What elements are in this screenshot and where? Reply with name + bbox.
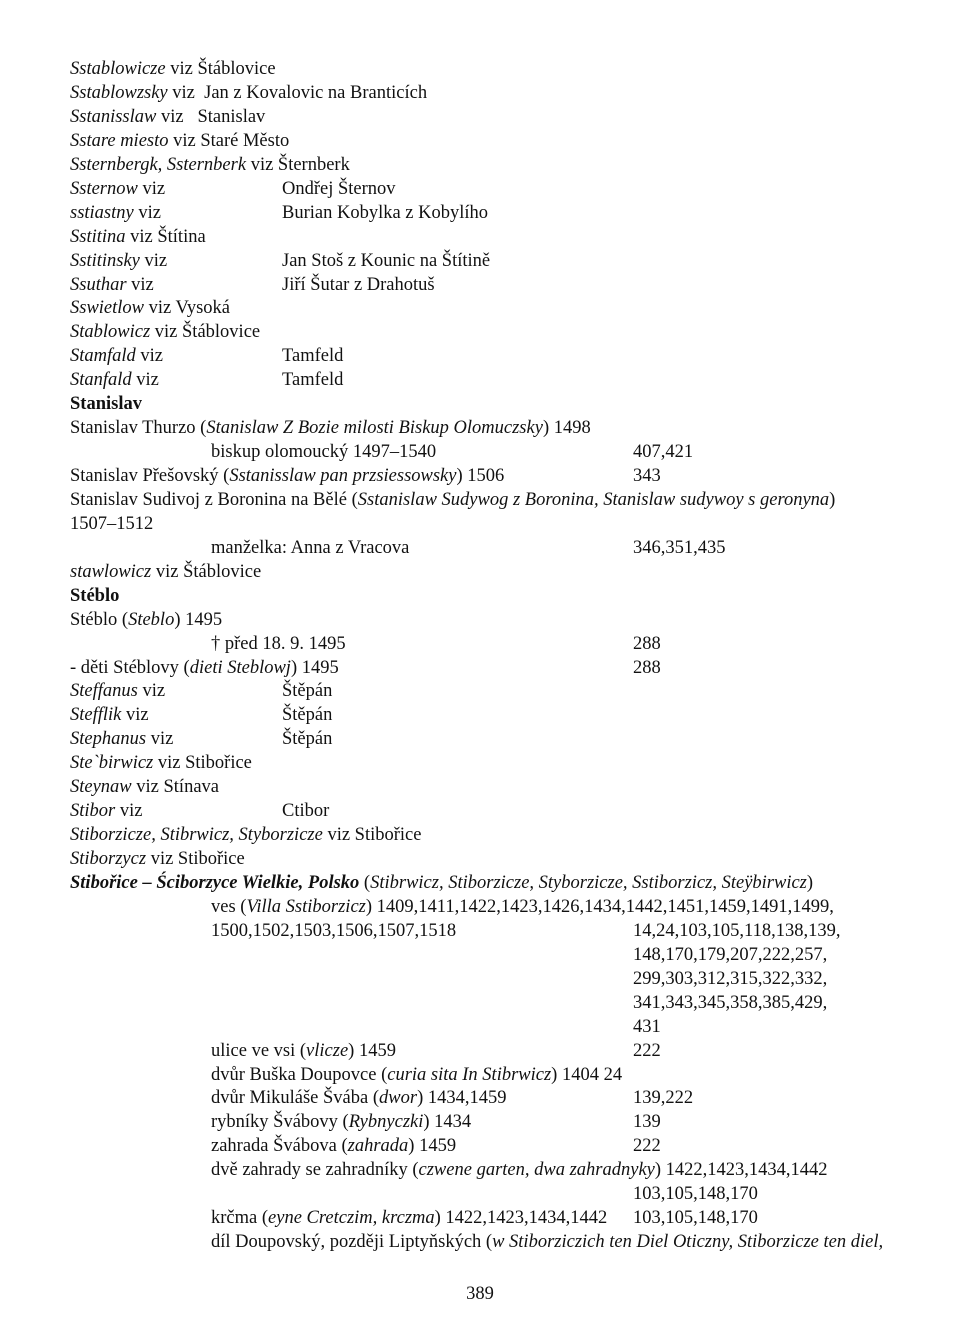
index-line xyxy=(70,320,910,344)
page-references xyxy=(633,991,827,1015)
term-italic: Steblo xyxy=(128,609,175,630)
term-italic: Stiborzicze, Stibrwicz, Styborzicze xyxy=(70,825,323,846)
entry-text: 1507–1512 xyxy=(70,513,154,534)
entry-text: viz xyxy=(135,346,164,367)
term-italic: Stanfald xyxy=(70,370,132,391)
entry-text: dvě zahrady se zahradníky ( xyxy=(211,1160,419,1181)
page-references xyxy=(633,1110,661,1134)
index-line xyxy=(70,296,910,320)
index-line xyxy=(70,105,910,129)
index-line xyxy=(70,679,910,703)
index-line xyxy=(70,1134,910,1158)
sub-entry xyxy=(211,632,346,656)
index-line xyxy=(70,368,910,392)
index-line xyxy=(70,895,910,919)
page-references xyxy=(633,967,827,991)
sub-entry xyxy=(211,440,436,464)
index-line xyxy=(70,249,910,273)
entry-text: dvůr Buška Doupovce ( xyxy=(211,1064,388,1085)
entry-text: viz Stibořice xyxy=(322,825,422,846)
page-references xyxy=(633,656,661,680)
entry-text: viz Štáblovice xyxy=(165,59,276,79)
cross-reference: Ctibor xyxy=(282,801,330,822)
index-line xyxy=(70,1110,910,1134)
entry-text: 288 xyxy=(633,657,661,678)
term-italic: Sstanisslaw xyxy=(70,106,157,127)
index-line xyxy=(70,273,910,297)
index-line xyxy=(70,1086,910,1110)
entry-text: 139 xyxy=(633,1112,661,1133)
page-references xyxy=(633,1206,758,1230)
term-italic: sstiastny xyxy=(70,202,134,223)
index-line xyxy=(70,847,910,871)
entry-text: 288 xyxy=(633,633,661,654)
entry-text: rybníky Švábovy ( xyxy=(211,1112,349,1133)
index-line xyxy=(70,632,910,656)
page-references xyxy=(633,1015,661,1039)
index-line xyxy=(70,464,910,488)
index-line xyxy=(70,488,910,512)
entry-text: viz Jan z Kovalovic na Branticích xyxy=(167,82,428,103)
index-line xyxy=(70,1206,910,1230)
entry-text: 407,421 xyxy=(633,442,694,462)
page-references xyxy=(633,1134,661,1158)
entry-text: Stanislav Thurzo ( xyxy=(70,418,207,439)
entry-text: ) 1495 xyxy=(290,657,339,678)
entry-text: ) xyxy=(806,873,814,893)
index-line xyxy=(70,201,910,225)
sub-entry xyxy=(211,895,834,919)
entry-text: 222 xyxy=(633,1040,661,1061)
term-italic: Stanislaw Z Bozie milosti Biskup Olomuczsky xyxy=(206,418,543,439)
index-line xyxy=(70,1063,910,1087)
sub-entry xyxy=(211,919,456,943)
entry-text: biskup olomoucký 1497–1540 xyxy=(211,442,437,462)
index-line xyxy=(70,871,910,895)
cross-reference: Jiří Šutar z Drahotuš xyxy=(282,274,435,295)
page-number: 389 xyxy=(466,1284,494,1304)
index-line xyxy=(70,416,910,440)
page-references xyxy=(633,1182,758,1206)
entry-text: 1500,1502,1503,1506,1507,1518 xyxy=(211,920,457,941)
term-italic: stawlowicz xyxy=(70,561,152,582)
entry-text: ulice ve vsi ( xyxy=(211,1040,307,1061)
term-italic: Stibrwicz, Stiborzicze, Styborzicze, Sstiborzicz, Steÿbirwicz xyxy=(370,873,807,893)
entry-text: 299,303,312,315,322,332, xyxy=(633,968,828,989)
entry-text: 222 xyxy=(633,1136,661,1157)
entry-text: viz Šternberk xyxy=(246,154,350,175)
index-line xyxy=(70,1158,910,1182)
index-line xyxy=(70,1015,910,1039)
entry-text: Stanislav Přešovský ( xyxy=(70,466,230,486)
index-line xyxy=(70,703,910,727)
entry-text: Stanislav Sudivoj z Boronina na Bělé ( xyxy=(70,489,358,510)
term-italic: w Stiborziczich ten Diel Oticzny, Stiborzicze ten diel, xyxy=(492,1232,884,1253)
page-references xyxy=(633,943,827,967)
index-line xyxy=(70,153,910,177)
term-italic: dwor xyxy=(379,1088,418,1109)
entry-text: † před 18. 9. 1495 xyxy=(211,633,346,654)
entry-text: viz xyxy=(121,705,149,726)
entry-text: ) 1404 24 xyxy=(551,1064,623,1085)
entry-text: manželka: Anna z Vracova xyxy=(211,537,410,558)
page-references xyxy=(633,464,661,488)
index-line xyxy=(70,1182,910,1206)
term-italic: vlicze xyxy=(306,1040,349,1061)
cross-reference: Štěpán xyxy=(282,729,333,750)
term-italic: Stablowicz xyxy=(70,322,151,343)
page-references xyxy=(633,1039,661,1063)
entry-text: 431 xyxy=(633,1016,661,1037)
entry-text: 103,105,148,170 xyxy=(633,1184,758,1205)
entry-text: viz Vysoká xyxy=(144,298,231,319)
entry-text: 148,170,179,207,222,257, xyxy=(633,944,828,965)
entry-text: ) 1459 xyxy=(408,1136,457,1157)
term-italic: Sstitina xyxy=(70,226,126,247)
entry-text: viz Stibořice xyxy=(146,849,245,869)
sub-entry xyxy=(211,1158,828,1182)
sub-entry xyxy=(211,1206,607,1230)
entry-text: ) 1434,1459 xyxy=(417,1088,507,1109)
entry-text: zahrada Švábova ( xyxy=(211,1136,348,1157)
cross-reference: Burian Kobylka z Kobylího xyxy=(282,202,489,223)
index-line xyxy=(70,751,910,775)
entry-text: viz Štáblovice xyxy=(151,561,262,582)
entry-text: 139,222 xyxy=(633,1088,694,1109)
term-italic: Sswietlow xyxy=(70,298,145,319)
sub-entry xyxy=(211,1110,471,1134)
page-references xyxy=(633,440,693,464)
index-line xyxy=(70,1230,910,1254)
index-line xyxy=(70,775,910,799)
page-references xyxy=(633,919,840,943)
entry-text: 343 xyxy=(633,466,661,486)
entry-heading: Stanislav xyxy=(70,394,142,415)
term-italic: Sstanisslaw pan przsiessowsky xyxy=(229,466,457,486)
sub-entry xyxy=(211,1063,622,1087)
term-italic: Villa Sstiborzicz xyxy=(246,896,366,917)
cross-reference: Tamfeld xyxy=(282,370,344,391)
cross-reference: Tamfeld xyxy=(282,346,344,367)
term-italic: Ssuthar xyxy=(70,274,127,295)
index-line xyxy=(70,727,910,751)
entry-text: 341,343,345,358,385,429, xyxy=(633,992,828,1013)
term-italic: Sstablowicze xyxy=(70,59,166,79)
entry-text: ) 1459 xyxy=(348,1040,396,1061)
term-italic: Rybnyczki xyxy=(348,1112,424,1133)
entry-text: viz Stanislav xyxy=(156,106,266,127)
cross-reference: Štěpán xyxy=(282,681,333,702)
term-italic: Sstare miesto xyxy=(70,130,169,151)
entry-text: dvůr Mikuláše Švába ( xyxy=(211,1088,380,1109)
entry-text: viz Štáblovice xyxy=(150,322,261,343)
entry-text: viz xyxy=(133,202,161,223)
index-line xyxy=(70,656,910,680)
entry-text: ) 1422,1423,1434,1442 xyxy=(434,1208,608,1229)
sub-entry xyxy=(211,1230,883,1254)
entry-text: ) xyxy=(829,489,836,510)
term-italic: Steffanus xyxy=(70,681,138,702)
index-line xyxy=(70,177,910,201)
entry-text: viz Staré Město xyxy=(168,130,290,151)
entry-heading: Stibořice – Ściborzyce Wielkie, Polsko xyxy=(70,873,360,893)
entry-text: 346,351,435 xyxy=(633,537,726,558)
entry-text: ) 1422,1423,1434,1442 xyxy=(654,1160,828,1181)
entry-heading: Stéblo xyxy=(70,585,120,606)
entry-text: viz xyxy=(137,681,166,702)
entry-text: krčma ( xyxy=(211,1208,269,1229)
term-italic: Stefflik xyxy=(70,705,122,726)
term-italic: Ste`birwicz xyxy=(70,753,154,774)
entry-text: ) 1409,1411,1422,1423,1426,1434,1442,1451,1459,1491,1499, xyxy=(365,896,834,917)
cross-reference: Jan Stoš z Kounic na Štítině xyxy=(282,250,491,271)
term-italic: Ssternbergk, Ssternberk xyxy=(70,154,247,175)
index-line xyxy=(70,512,910,536)
index-line xyxy=(70,608,910,632)
entry-text: ) 1495 xyxy=(174,609,223,630)
entry-text: viz Stínava xyxy=(131,777,219,798)
cross-reference: Štěpán xyxy=(282,705,333,726)
term-italic: Ssternow xyxy=(70,178,138,199)
index-line xyxy=(70,81,910,105)
entry-text: ) 1498 xyxy=(542,418,591,439)
entry-text: 14,24,103,105,118,138,139, xyxy=(633,920,841,941)
sub-entry xyxy=(211,536,409,560)
index-line xyxy=(70,440,910,464)
page-references xyxy=(633,536,726,560)
entry-text: 103,105,148,170 xyxy=(633,1208,758,1229)
entry-text: ( xyxy=(359,873,371,893)
sub-entry xyxy=(211,1134,456,1158)
entry-text: viz xyxy=(131,370,159,391)
term-italic: Sstanislaw Sudywog z Boronina, Stanislaw sudywoy s geronyna xyxy=(357,489,830,510)
entry-text: ) 1506 xyxy=(456,466,505,486)
index-line xyxy=(70,967,910,991)
entry-text: viz Štítina xyxy=(125,226,206,247)
index-line xyxy=(70,344,910,368)
index-line xyxy=(70,536,910,560)
entry-text: viz xyxy=(126,274,154,295)
term-italic: Stibor xyxy=(70,801,116,822)
index-line xyxy=(70,129,910,153)
entry-text: - děti Stéblovy ( xyxy=(70,657,190,678)
entry-text: ) 1434 xyxy=(423,1112,472,1133)
term-italic: dieti Steblowj xyxy=(189,657,291,678)
cross-reference: Ondřej Šternov xyxy=(282,178,396,199)
index-line xyxy=(70,919,910,943)
index-line xyxy=(70,560,910,584)
index-line xyxy=(70,225,910,249)
index-line xyxy=(70,943,910,967)
entry-text: viz xyxy=(146,729,174,750)
term-italic: eyne Cretczim, krczma xyxy=(268,1208,435,1229)
entry-text: viz Stibořice xyxy=(153,753,252,774)
term-italic: Stamfald xyxy=(70,346,136,367)
index-line xyxy=(70,799,910,823)
index-line xyxy=(70,823,910,847)
term-italic: Steynaw xyxy=(70,777,132,798)
entry-text: Stéblo ( xyxy=(70,609,129,630)
sub-entry xyxy=(211,1039,396,1063)
entry-text: viz xyxy=(139,250,168,271)
index-line xyxy=(70,584,910,608)
term-italic: zahrada xyxy=(347,1136,409,1157)
term-italic: Sstablowzsky xyxy=(70,82,168,103)
index-line xyxy=(70,392,910,416)
term-italic: curia sita In Stibrwicz xyxy=(387,1064,552,1085)
entry-text: díl Doupovský, později Liptyňských ( xyxy=(211,1232,493,1253)
term-italic: Stiborzycz xyxy=(70,849,147,869)
page-references xyxy=(633,1086,693,1110)
page-references xyxy=(633,632,661,656)
term-italic: Stephanus xyxy=(70,729,147,750)
index-line xyxy=(70,1039,910,1063)
index-line xyxy=(70,57,910,81)
entry-text: ves ( xyxy=(211,896,247,917)
index-line xyxy=(70,991,910,1015)
sub-entry xyxy=(211,1086,506,1110)
entry-text: viz xyxy=(137,178,166,199)
term-italic: Sstitinsky xyxy=(70,250,140,271)
term-italic: czwene garten, dwa zahradnyky xyxy=(418,1160,655,1181)
entry-text: viz xyxy=(115,801,143,822)
